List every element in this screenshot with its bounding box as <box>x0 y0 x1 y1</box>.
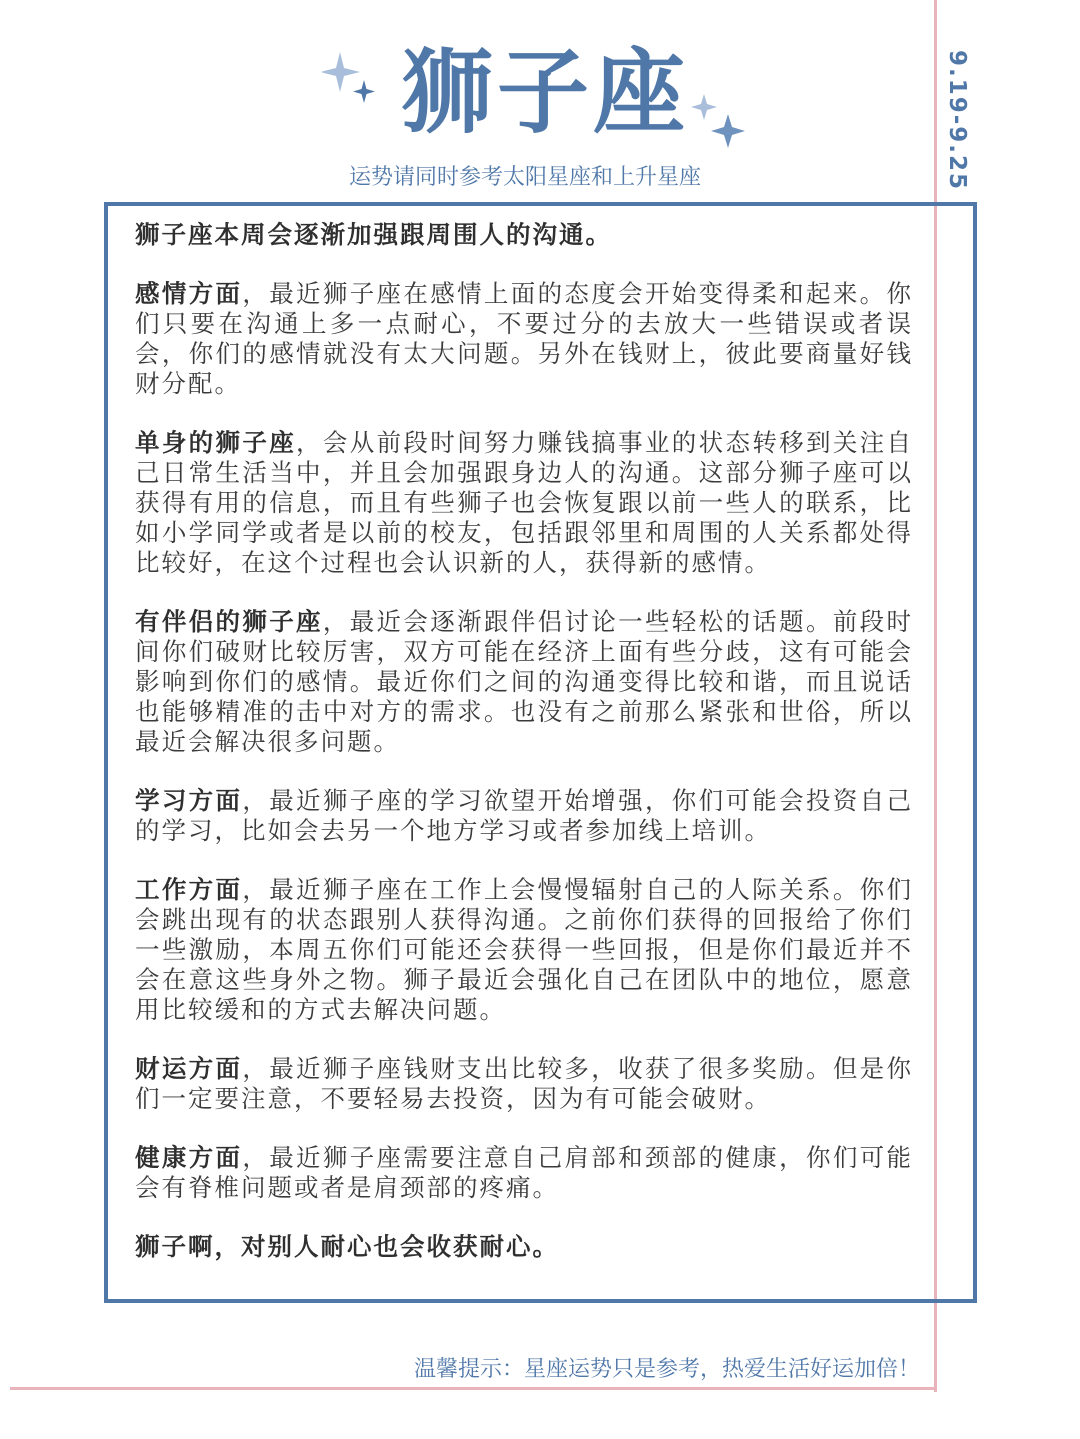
sparkle-icon-right <box>690 92 750 152</box>
intro-paragraph: 狮子座本周会逐渐加强跟周围人的沟通。 <box>135 220 612 249</box>
section-heading: 健康方面 <box>135 1143 243 1172</box>
horoscope-content <box>135 220 913 1291</box>
section-work <box>135 875 913 1025</box>
section-heading: 工作方面 <box>135 875 243 904</box>
section-text: ，最近会逐渐跟伴侣讨论一些轻松的话题。前段时间你们破财比较厉害，双方可能在经济上面有些分歧，这有可能会影响到你们的感情。最近你们之间的沟通变得比较和谐，而且说话也能够精准的击中对方的需求。也没有之前那么紧张和世俗，所以最近会解决很多问题。 <box>135 607 913 756</box>
section-heading: 学习方面 <box>135 786 243 815</box>
section-wealth <box>135 1054 913 1114</box>
section-study <box>135 786 913 846</box>
section-heading: 感情方面 <box>135 279 243 308</box>
section-health <box>135 1143 913 1203</box>
section-text: ，最近狮子座钱财支出比较多，收获了很多奖励。但是你们一定要注意，不要轻易去投资，因为有可能会破财。 <box>135 1054 913 1113</box>
footer-tip: 温馨提示：星座运势只是参考，热爱生活好运加倍！ <box>413 1357 920 1382</box>
section-text: ，最近狮子座的学习欲望开始增强，你们可能会投资自己的学习，比如会去另一个地方学习或者参加线上培训。 <box>135 786 913 845</box>
section-text: ，最近狮子座在感情上面的态度会开始变得柔和起来。你们只要在沟通上多一点耐心，不要过分的去放大一些错误或者误会，你们的感情就没有太大问题。另外在钱财上，彼此要商量好钱财分配。 <box>135 279 913 398</box>
decorative-horizontal-line <box>10 1387 937 1390</box>
section-partnered <box>135 607 913 757</box>
section-single <box>135 428 913 578</box>
page-title: 狮子座 <box>400 39 689 146</box>
subtitle: 运势请同时参考太阳星座和上升星座 <box>348 165 701 190</box>
section-text: ，会从前段时间努力赚钱搞事业的状态转移到关注自己日常生活当中，并且会加强跟身边人的沟通。这部分狮子座可以获得有用的信息，而且有些狮子也会恢复跟以前一些人的联系，比如小学同学或者是以前的校友，包括跟邻里和周围的人关系都处得比较好，在这个过程也会认识新的人，获得新的感情。 <box>135 428 914 577</box>
section-text: ，最近狮子座需要注意自己肩部和颈部的健康，你们可能会有脊椎问题或者是肩颈部的疼痛。 <box>135 1143 913 1202</box>
section-heading: 单身的狮子座 <box>135 428 297 457</box>
sparkle-icon-left <box>322 50 382 110</box>
section-heading: 财运方面 <box>135 1054 243 1083</box>
date-range: 9.19-9.25 <box>944 50 970 192</box>
section-love <box>135 279 913 399</box>
section-text: ，最近狮子座在工作上会慢慢辐射自己的人际关系。你们会跳出现有的状态跟别人获得沟通。之前你们获得的回报给了你们一些激励，本周五你们可能还会获得一些回报，但是你们最近并不会在意这些身外之物。狮子最近会强化自己在团队中的地位，愿意用比较缓和的方式去解决问题。 <box>135 875 913 1024</box>
closing-paragraph: 狮子啊，对别人耐心也会收获耐心。 <box>135 1232 559 1261</box>
section-heading: 有伴侣的狮子座 <box>135 607 323 636</box>
